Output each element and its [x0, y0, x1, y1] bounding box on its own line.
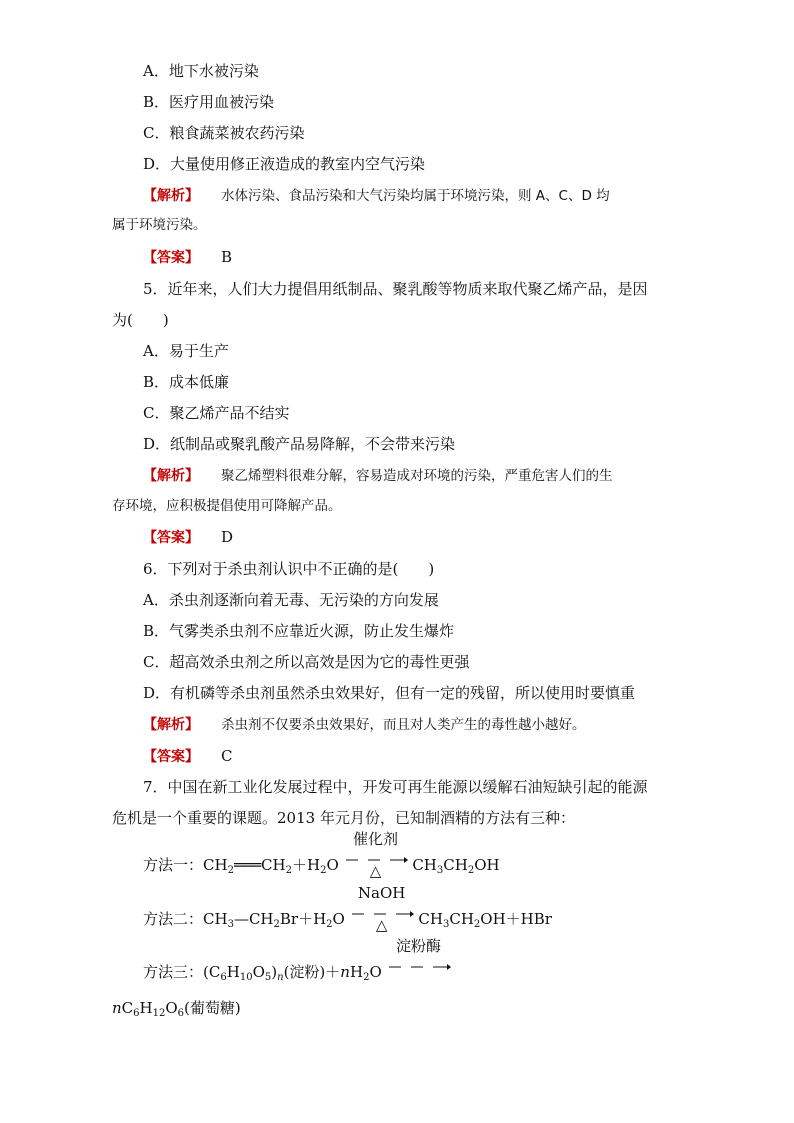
method-label: 方法二： [143, 910, 204, 928]
method2-equation [143, 884, 552, 934]
reaction-arrow [387, 937, 451, 977]
q6-option-d: D．有机磷等杀虫剂虽然杀虫效果好，但有一定的残留，所以使用时要慎重 [143, 684, 636, 702]
catalyst-label: 淀粉酶 [396, 937, 442, 955]
q6-option-c: C．超高效杀虫剂之所以高效是因为它的毒性更强 [143, 653, 470, 671]
answer-tag: 【答案】 [143, 749, 199, 765]
q7-stem: 7．中国在新工业化发展过程中，开发可再生能源以缓解石油短缺引起的能源 [143, 778, 648, 796]
analysis-text: 水体污染、食品污染和大气污染均属于环境污染，则 A、C、D 均 [221, 188, 610, 204]
q5-analysis-cont: 存环境，应积极提倡使用可降解产品。 [112, 498, 342, 514]
analysis-tag: 【解析】 [143, 717, 199, 733]
reaction-arrow [344, 830, 408, 880]
q5-option-a: A．易于生产 [143, 342, 229, 360]
q4-analysis [143, 185, 610, 206]
reactant-note: (淀粉) [283, 963, 326, 981]
catalyst-label: NaOH [357, 884, 406, 902]
analysis-tag: 【解析】 [143, 188, 199, 204]
q5-stem: 5．近年来，人们大力提倡用纸制品、聚乳酸等物质来取代聚乙烯产品，是因 [143, 280, 648, 298]
q5-stem-cont: 为( ) [112, 311, 169, 329]
analysis-text: 杀虫剂不仅要杀虫效果好，而且对人类产生的毒性越小越好。 [221, 717, 586, 733]
q4-answer [143, 247, 232, 268]
answer-value: C [221, 747, 233, 765]
q5-answer [143, 527, 233, 548]
equation-lhs: $(C_6H_{10}O_5)_n$ [203, 963, 284, 983]
q5-option-b: B．成本低廉 [143, 373, 230, 391]
method-label: 方法三： [143, 963, 204, 981]
answer-value: D [221, 528, 234, 546]
q7-stem-cont: 危机是一个重要的课题。2013 年元月份，已知制酒精的方法有三种： [112, 809, 575, 827]
q4-option-c: C．粮食蔬菜被农药污染 [143, 124, 305, 142]
q6-option-b: B．气雾类杀虫剂不应靠近火源，防止发生爆炸 [143, 622, 455, 640]
equation-rhs: $CH_3CH_2OH+HBr$ [418, 910, 552, 930]
answer-tag: 【答案】 [143, 250, 199, 266]
condition-label: △ [369, 862, 382, 880]
q6-option-a: A．杀虫剂逐渐向着无毒、无污染的方向发展 [143, 591, 439, 609]
analysis-text: 聚乙烯塑料很难分解，容易造成对环境的污染，严重危害人们的生 [221, 468, 613, 484]
equation-lhs: $CH_2═══CH_2+H_2O$ [203, 856, 339, 876]
q6-analysis [143, 714, 586, 735]
answer-value: B [221, 248, 233, 266]
q4-analysis-cont: 属于环境污染。 [112, 217, 207, 233]
q5-analysis [143, 465, 613, 486]
method-label: 方法一： [143, 856, 204, 874]
reaction-arrow [350, 884, 414, 934]
equation-lhs: $CH_3—CH_2Br+H_2O$ [203, 910, 345, 930]
method3-product: $nC_6H_{12}O_6$(葡萄糖) [112, 999, 241, 1019]
analysis-tag: 【解析】 [143, 468, 199, 484]
q4-option-a: A．地下水被污染 [143, 62, 259, 80]
q6-answer [143, 746, 232, 767]
condition-label: △ [375, 916, 388, 934]
q5-option-c: C．聚乙烯产品不结实 [143, 404, 290, 422]
product-note: (葡萄糖) [184, 999, 241, 1017]
q4-option-b: B．医疗用血被污染 [143, 93, 275, 111]
q5-option-d: D．纸制品或聚乳酸产品易降解，不会带来污染 [143, 435, 456, 453]
method3-equation: 方法三：$(C_6H_{10}O_5)_n$(淀粉)$+nH_2O$ 淀粉酶 [143, 957, 451, 982]
equation-rhs: $CH_3CH_2OH$ [412, 856, 500, 876]
method1-equation [143, 830, 500, 880]
answer-tag: 【答案】 [143, 530, 199, 546]
catalyst-label: 催化剂 [353, 830, 399, 848]
q4-option-d: D．大量使用修正液造成的教室内空气污染 [143, 155, 426, 173]
q6-stem: 6．下列对于杀虫剂认识中不正确的是( ) [143, 560, 435, 578]
